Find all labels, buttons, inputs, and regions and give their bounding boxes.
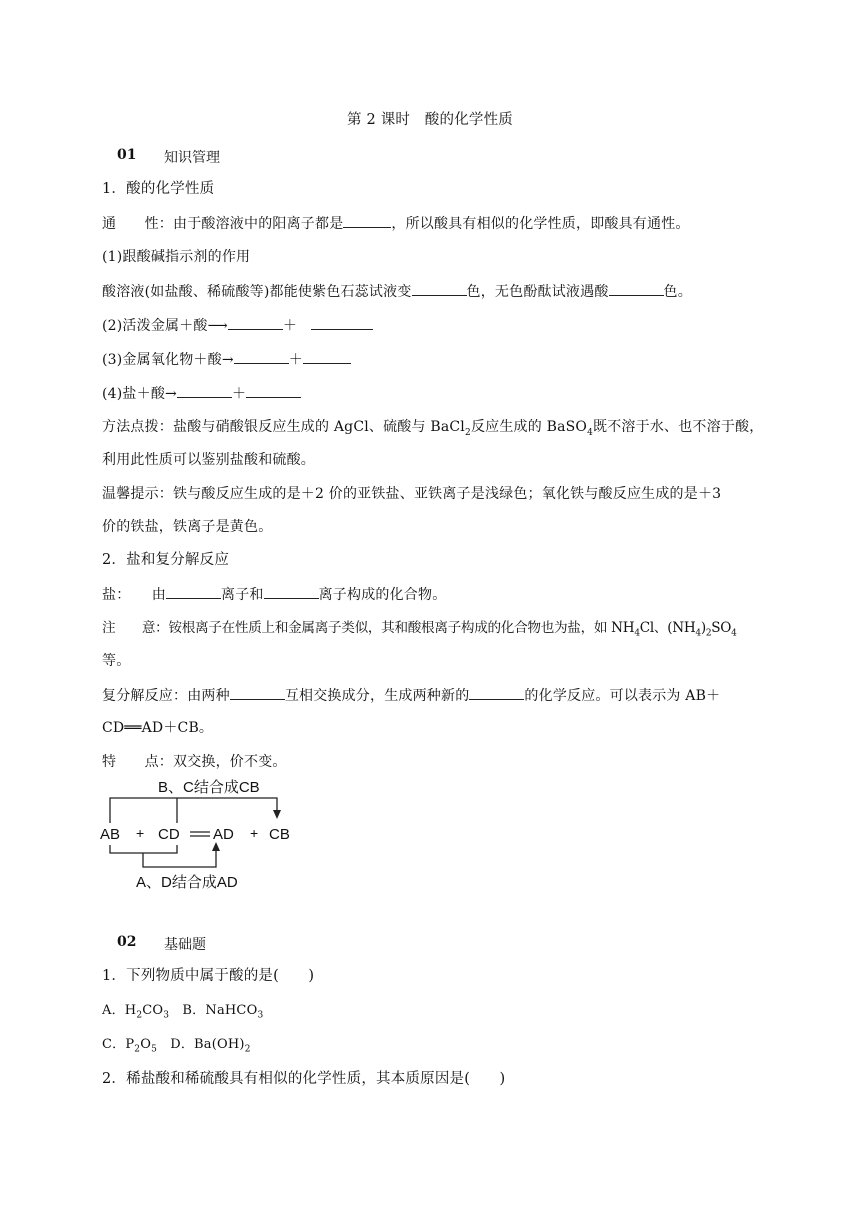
- question-2: 2．稀盐酸和稀硫酸具有相似的化学性质，其本质原因是( ): [102, 1071, 506, 1087]
- diagram-ad: AD: [213, 826, 234, 843]
- diagram-ab: AB: [100, 826, 121, 843]
- answer-blank[interactable]: [264, 585, 319, 599]
- paragraph-indicator: 酸溶液(如盐酸、稀硫酸等)都能使紫色石蕊试液变 色，无色酚酞试液遇酸 色。: [102, 284, 692, 300]
- double-decomposition-line1: 复分解反应：由两种 互相交换成分，生成两种新的 的化学反应。可以表示为 AB＋: [102, 688, 721, 704]
- diagram-plus-1: +: [136, 825, 145, 841]
- answer-blank[interactable]: [166, 585, 221, 599]
- diagram-plus-2: +: [250, 825, 259, 841]
- question-1: 1．下列物质中属于酸的是( ): [102, 968, 315, 984]
- answer-blank[interactable]: [609, 282, 664, 296]
- bottom-bracket-line: [110, 845, 177, 853]
- page-title: 第 2 课时 酸的化学性质: [346, 112, 514, 128]
- answer-blank[interactable]: [177, 384, 232, 398]
- method-tip-line1: 方法点拨：盐酸与硝酸银反应生成的 AgCl、硫酸与 BaCl$_2$反应生成的 BaSO$_4$既不溶于水、也不溶于酸，: [102, 419, 764, 438]
- method-tip-line2: 利用此性质可以鉴别盐酸和硫酸。: [102, 452, 315, 468]
- top-bracket-line: [110, 798, 277, 823]
- feature-line: 特 点：双交换，价不变。: [102, 754, 287, 770]
- item-oxide-acid: (3)金属氧化物＋酸→ ＋: [102, 350, 351, 369]
- bottom-connector-line: [143, 849, 216, 867]
- item-indicator-heading: (1)跟酸碱指示剂的作用: [102, 249, 251, 265]
- diagram-top-label: B、C结合成CB: [158, 779, 260, 796]
- question-1-options-cd: C．$P_2O_5$ D．$Ba(OH)_2$: [102, 1037, 251, 1055]
- note-line1: 注 意：铵根离子在性质上和金属离子类似，其和酸根离子构成的化合物也为盐，如 $NH_4Cl$、$(NH_4)_2SO_4$: [102, 620, 737, 639]
- answer-blank[interactable]: [469, 686, 524, 700]
- warm-tip-line2: 价的铁盐，铁离子是黄色。: [102, 519, 273, 535]
- answer-blank[interactable]: [343, 214, 391, 228]
- arrow-up-icon: [212, 842, 220, 851]
- diagram-cb: CB: [269, 826, 290, 843]
- double-decomposition-line2: CD══AD＋CB。: [102, 720, 214, 736]
- answer-blank[interactable]: [311, 316, 373, 330]
- heading-salt-reaction: 2．盐和复分解反应: [102, 552, 230, 568]
- diagram-bottom-label: A、D结合成AD: [136, 874, 238, 891]
- question-1-options-ab: A．$H_2CO_3$ B．NaHCO$_3$: [102, 1003, 264, 1021]
- section-number: 01: [117, 147, 137, 163]
- note-line2: 等。: [102, 653, 131, 669]
- answer-blank[interactable]: [412, 282, 467, 296]
- diagram-cd: CD: [158, 826, 180, 843]
- answer-blank[interactable]: [230, 686, 285, 700]
- answer-blank[interactable]: [228, 316, 283, 330]
- section-number: 02: [117, 934, 137, 950]
- paragraph-salt: 盐： 由 离子和 离子构成的化合物。: [102, 587, 447, 603]
- section-label: 基础题: [164, 937, 206, 953]
- item-metal-acid: (2)活泼金属＋酸⟶ ＋: [102, 316, 373, 335]
- section-label: 知识管理: [164, 150, 220, 166]
- item-salt-acid: (4)盐＋酸→ ＋: [102, 384, 301, 403]
- answer-blank[interactable]: [246, 384, 301, 398]
- paragraph-tongxing: 通 性：由于酸溶液中的阳离子都是 ，所以酸具有相似的化学性质，即酸具有通性。: [102, 216, 690, 232]
- section-1-header: [0, 147, 860, 165]
- double-exchange-diagram: [100, 775, 310, 893]
- answer-blank[interactable]: [234, 350, 289, 364]
- arrow-down-icon: [273, 810, 281, 819]
- section-2-header: [0, 934, 860, 952]
- warm-tip-line1: 温馨提示：铁与酸反应生成的是＋2 价的亚铁盐、亚铁离子是浅绿色；氧化铁与酸反应生成的是＋3: [102, 486, 722, 502]
- answer-blank[interactable]: [303, 350, 351, 364]
- heading-acid-properties: 1．酸的化学性质: [102, 181, 215, 197]
